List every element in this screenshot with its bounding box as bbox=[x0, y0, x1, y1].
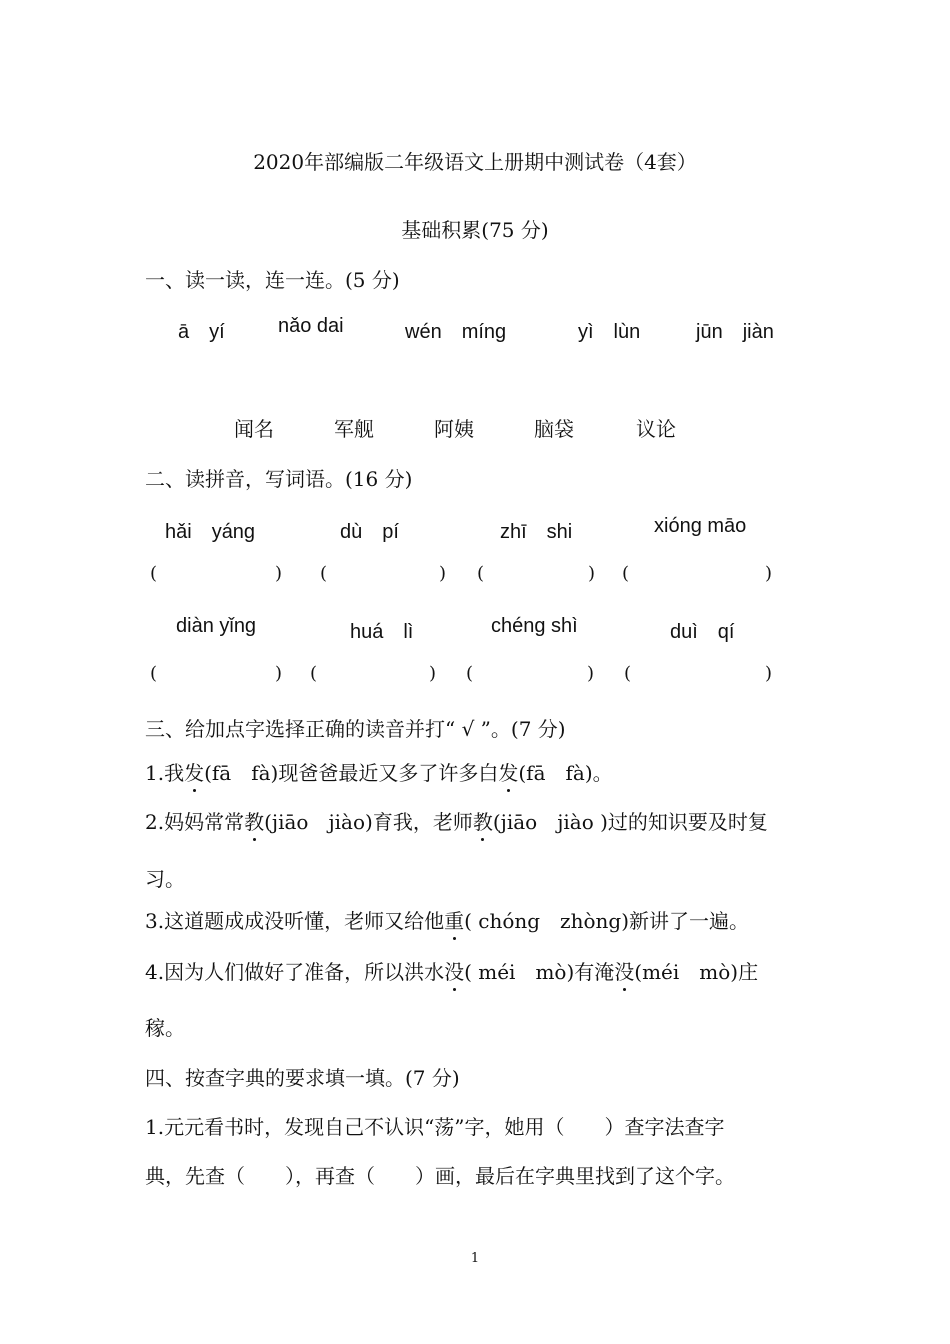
q4-line-1: 1.元元看书时，发现自己不认识“荡”字，她用（ ）查字法查字 bbox=[145, 1115, 725, 1139]
q1-word-3: 阿姨 bbox=[434, 417, 474, 441]
q1-word-5: 议论 bbox=[636, 417, 676, 441]
q2-pinyin-1-3: zhī shi bbox=[500, 521, 573, 543]
q1-pinyin-3: wén míng bbox=[405, 321, 507, 343]
q1-word-4: 脑袋 bbox=[534, 417, 574, 441]
answer-blank[interactable]: ( ) bbox=[624, 663, 772, 684]
q1-pinyin-5: jūn jiàn bbox=[696, 321, 774, 343]
q3-sentence-1: 1.我发(fā fà)现爸爸最近又多了许多白发(fā fà)。 bbox=[145, 757, 613, 786]
answer-blank[interactable]: ( ) bbox=[150, 663, 282, 684]
q2-pinyin-2-1: diàn yǐng bbox=[176, 615, 257, 637]
answer-blank[interactable]: ( ) bbox=[320, 563, 446, 584]
q2-pinyin-1-4: xióng māo bbox=[654, 515, 747, 537]
q2-pinyin-1-2: dù pí bbox=[340, 521, 399, 543]
dotted-char: 没 bbox=[444, 956, 464, 985]
q3-sentence-4-cont: 稼。 bbox=[145, 1016, 185, 1040]
q1-pinyin-1: ā yí bbox=[178, 321, 225, 343]
answer-blank[interactable]: ( ) bbox=[466, 663, 594, 684]
section-subtitle: 基础积累(75 分) bbox=[401, 218, 549, 242]
answer-blank[interactable]: ( ) bbox=[310, 663, 436, 684]
q2-pinyin-2-3: chéng shì bbox=[491, 615, 578, 637]
q2-pinyin-1-1: hǎi yáng bbox=[165, 521, 256, 543]
answer-blank[interactable]: ( ) bbox=[477, 563, 595, 584]
q1-pinyin-4: yì lùn bbox=[578, 321, 641, 343]
q3-sentence-2-cont: 习。 bbox=[145, 867, 185, 891]
question-4-heading: 四、按查字典的要求填一填。(7 分) bbox=[145, 1066, 460, 1090]
answer-blank[interactable]: ( ) bbox=[150, 563, 282, 584]
q3-sentence-3: 3.这道题成成没听懂，老师又给他重( chóng zhòng)新讲了一遍。 bbox=[145, 905, 749, 934]
question-2-heading: 二、读拼音，写词语。(16 分) bbox=[145, 467, 413, 491]
dotted-char: 发 bbox=[498, 757, 518, 786]
question-1-heading: 一、读一读，连一连。(5 分) bbox=[145, 268, 400, 292]
q1-pinyin-2: nǎo dai bbox=[278, 315, 344, 337]
q3-sentence-4: 4.因为人们做好了准备，所以洪水没( méi mò)有淹没(méi mò)庄 bbox=[145, 956, 758, 985]
q1-word-1: 闻名 bbox=[234, 417, 274, 441]
dotted-char: 没 bbox=[614, 956, 634, 985]
q2-pinyin-2-2: huá lì bbox=[350, 621, 414, 643]
page-number: 1 bbox=[470, 1251, 480, 1266]
q1-word-2: 军舰 bbox=[334, 417, 374, 441]
page-title: 2020年部编版二年级语文上册期中测试卷（4套） bbox=[253, 150, 697, 174]
dotted-char: 教 bbox=[473, 806, 493, 835]
dotted-char: 重 bbox=[444, 905, 464, 934]
q4-line-2: 典，先查（ ），再查（ ）画，最后在字典里找到了这个字。 bbox=[145, 1164, 735, 1188]
dotted-char: 教 bbox=[244, 806, 264, 835]
answer-blank[interactable]: ( ) bbox=[622, 563, 772, 584]
q2-pinyin-2-4: duì qí bbox=[670, 621, 735, 643]
q3-sentence-2: 2.妈妈常常教(jiāo jiào)育我，老师教(jiāo jiào )过的知识要及时复 bbox=[145, 806, 768, 835]
dotted-char: 发 bbox=[184, 757, 204, 786]
question-3-heading: 三、给加点字选择正确的读音并打“ √ ”。(7 分) bbox=[145, 717, 566, 741]
